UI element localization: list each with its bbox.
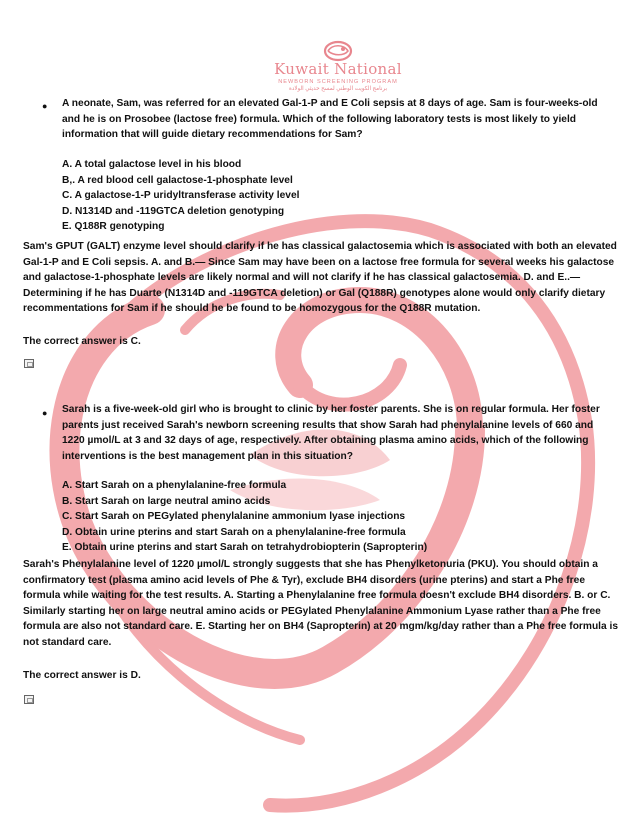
choice-item: C. A galactose-1-P uridyltransferase activity level (62, 190, 300, 201)
choice-item: B. Start Sarah on large neutral amino acids (62, 495, 271, 507)
question-1-explanation: Sam's GPUT (GALT) enzyme level should clarify if he has classical galactosemia which is associated with both an elevated Gal-1-P and E Coli sepsis. A. and B.— Since Sam may have been on a lactose free formula for several weeks his galactose and galactose-1-phosphate levels are likely normal and will not clarify if he has classical galactosemia. D. and E..— Determining if he has Duarte (N1314D and -119GTCA deletion) or Gal (Q188R) genotypes alone would only clarify dietary recommentations for Sam if he should he be found to be homozygous for the Q188R mutation. (23, 241, 617, 314)
question-1-choices (62, 157, 602, 235)
question-1-answer: The correct answer is C. (23, 336, 141, 347)
bullet-icon: ● (42, 408, 48, 418)
question-2-answer: The correct answer is D. (23, 670, 141, 681)
choice-item: B,. A red blood cell galactose-1-phosphate level (62, 174, 293, 186)
choice-item: A. A total galactose level in his blood (62, 159, 242, 170)
question-2-explanation: Sarah's Phenylalanine level of 1220 µmol/L strongly suggests that she has Phenylketonuria (PKU). You should obtain a confirmatory test (plasma amino acid levels of Phe & Tyr), exclude BH4 disorders (urine pterins) and start a Phe free formula while waiting for the test results. A. Starting a Phenylalanine free formula doesn't exclude BH4 disorders. B. or C. Similarly starting her on large neutral amino acids or PEGylated Phenylalanine Ammonium Lyase rather than a Phe free formula are also not standard care. E. Starting her on BH4 (Sapropterin) at 20 mgm/kg/day rather than a Phe free formula is not standard care. (23, 559, 618, 648)
broken-image-icon (24, 695, 34, 704)
choice-item: D. Obtain urine pterins and start Sarah on a phenylalanine-free formula (62, 526, 406, 538)
question-2-choices (62, 478, 602, 556)
question-2-text: Sarah is a five-week-old girl who is brought to clinic by her foster parents. She is on regular formula. Her foster parents just received Sarah's newborn screening results that show Sarah had phenylalanine levels of 660 and 1220 µmol/L at 3 and 32 days of age, respectively. After obtaining plasma amino acids, which of the following interventions is the best management plan in this situation? (62, 404, 600, 462)
choice-item: C. Start Sarah on PEGylated phenylalanine ammonium lyase injections (62, 511, 406, 522)
logo-title: Kuwait National (274, 60, 402, 78)
question-1-text: A neonate, Sam, was referred for an elevated Gal-1-P and E Coli sepsis at 8 days of age. Sam is four-weeks-old and he is on Prosobee (lactose free) formula. Which of the following laboratory tests is most likely to yield information that will guide dietary recommendations for Sam? (62, 98, 598, 140)
choice-item: A. Start Sarah on a phenylalanine-free formula (62, 480, 287, 491)
bullet-icon: ● (42, 101, 48, 111)
choice-item: E. Obtain urine pterins and start Sarah on tetrahydrobiopterin (Sapropterin) (62, 542, 428, 553)
logo-subtitle: NEWBORN SCREENING PROGRAM (278, 79, 398, 85)
logo-subtitle-arabic: برنامج الكويت الوطني لمسح حديثي الولادة (288, 86, 388, 92)
choice-item: D. N1314D and -119GTCA deletion genotyping (62, 205, 285, 217)
broken-image-icon (24, 359, 34, 368)
choice-item: E. Q188R genotyping (62, 221, 165, 232)
